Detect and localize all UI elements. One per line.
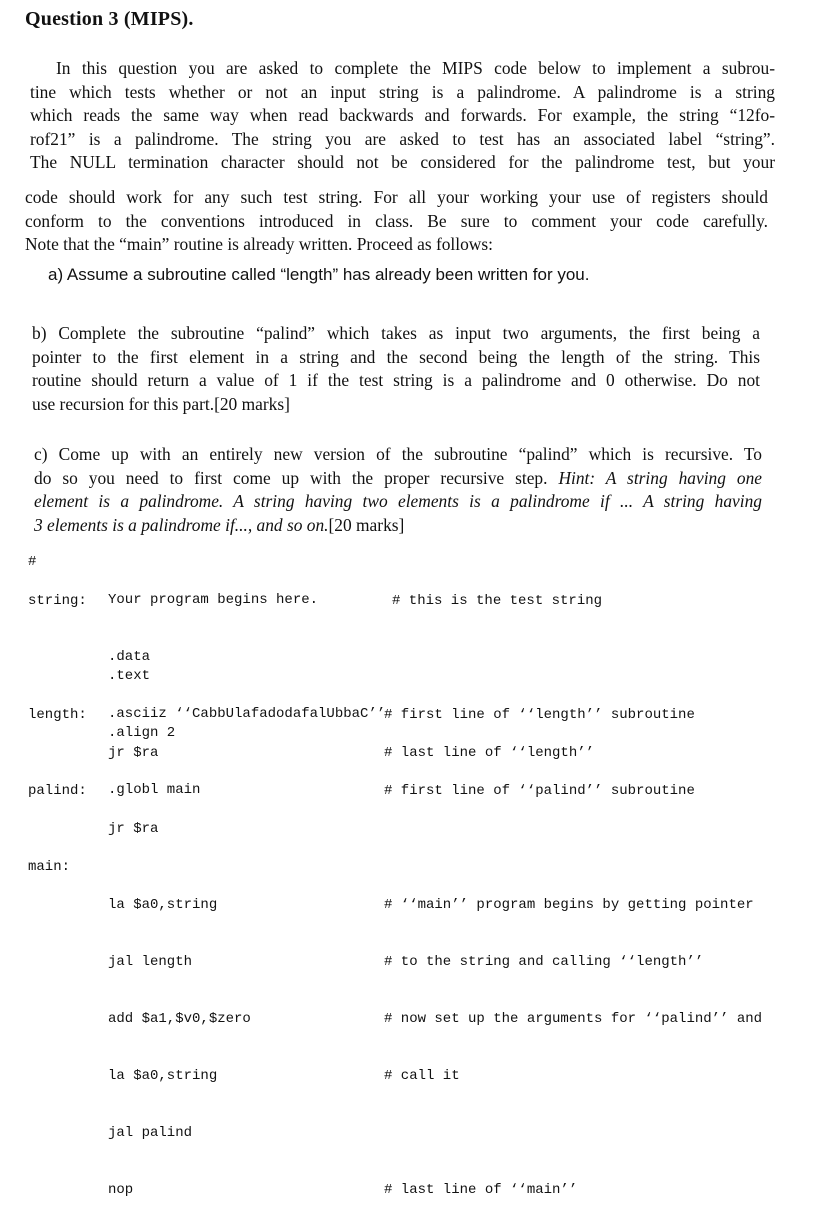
code-directive: .data xyxy=(108,649,151,665)
part-c-line xyxy=(34,467,762,491)
code-directive: .globl main xyxy=(108,782,201,798)
part-c-line: c) Come up with an entirely new version of the subroutine “palind” which is recursive. To xyxy=(34,444,762,464)
code-label: length: xyxy=(28,707,87,723)
part-b-line: use recursion for this part.[20 marks] xyxy=(32,393,290,414)
code-comment: # to the string and calling ‘‘length’’ xyxy=(384,954,704,970)
intro-line: In this question you are asked to complete the MIPS code below to implement a subrou- xyxy=(56,58,775,78)
code-comment: # last line of ‘‘main’’ xyxy=(384,1182,578,1198)
intro-line: which reads the same way when read backwards and forwards. For example, the string “12fo- xyxy=(30,105,775,125)
part-c-marks: [20 marks] xyxy=(328,514,405,535)
intro-line: tine which tests whether or not an input string is a palindrome. A palindrome is a string xyxy=(30,81,775,102)
part-b-line: b) Complete the subroutine “palind” which takes as input two arguments, the first being a xyxy=(32,323,760,343)
code-comment xyxy=(384,1124,762,1143)
code-directive: .text xyxy=(108,668,151,684)
part-a-text: a) Assume a subroutine called “length” has already been written for you. xyxy=(48,265,590,284)
code-comment: Your program begins here. xyxy=(108,592,319,608)
question-title: Question 3 (MIPS). xyxy=(25,8,194,30)
code-comment: # call it xyxy=(384,1068,460,1084)
code-comment: # this is the test string xyxy=(392,593,603,609)
code-label: main: xyxy=(28,859,71,875)
code-instruction: la $a0,string xyxy=(108,897,218,913)
code-comment: # ‘‘main’’ program begins by getting pointer xyxy=(384,897,754,913)
part-c-paragraph xyxy=(34,443,762,537)
intro-line: The NULL termination character should not be considered for the palindrome test, but your xyxy=(30,152,775,172)
code-instruction: jal palind xyxy=(108,1125,193,1141)
intro-paragraph xyxy=(30,57,775,175)
code-comment: # last line of ‘‘length’’ xyxy=(384,745,595,761)
code-instruction: nop xyxy=(108,1182,134,1198)
code-comment: # now set up the arguments for ‘‘palind’’ and xyxy=(384,1011,763,1027)
code-label: string: xyxy=(28,593,87,609)
code-instruction: .asciiz ‘‘CabbUlafadodafalUbbaC’’ xyxy=(108,706,386,722)
code-instruction: jr $ra xyxy=(108,745,159,761)
code-instruction: jal length xyxy=(108,954,193,970)
part-c-text: do so you need to first come up with the proper recursive step. xyxy=(34,467,559,488)
intro-continuation xyxy=(25,186,768,257)
code-block-text xyxy=(108,629,200,819)
part-c-line: element is a palindrome. A string having two elements is a palindrome if ... A string having xyxy=(34,491,762,511)
part-c-hint: 3 elements is a palindrome if..., and so on. xyxy=(34,514,329,535)
part-b-line: pointer to the first element in a string and the second being the length of the string. This xyxy=(32,346,760,367)
code-label: palind: xyxy=(28,783,87,799)
intro-line: Note that the “main” routine is already written. Proceed as follows: xyxy=(25,234,493,254)
intro-line: conform to the conventions introduced in class. Be sure to comment your code carefully. xyxy=(25,210,768,231)
code-instruction: la $a0,string xyxy=(108,1068,218,1084)
code-comment: # first line of ‘‘palind’’ subroutine xyxy=(384,783,695,799)
code-block-main-comments xyxy=(384,858,762,1219)
intro-line: code should work for any such test string. For all your working your use of registers should xyxy=(25,187,768,207)
code-directive: .align 2 xyxy=(108,725,176,741)
code-comment: # first line of ‘‘length’’ subroutine xyxy=(384,707,695,723)
part-c-hint: Hint: A string having one xyxy=(558,467,762,488)
code-label: # xyxy=(28,554,37,570)
intro-line: rof21” is a palindrome. The string you are asked to test has an associated label “string”. xyxy=(30,128,775,149)
code-instruction: add $a1,$v0,$zero xyxy=(108,1011,251,1027)
part-c-line xyxy=(34,514,762,538)
code-block-main xyxy=(108,858,251,1219)
part-b-paragraph xyxy=(32,322,760,416)
code-instruction: jr $ra xyxy=(108,821,159,837)
part-b-line: routine should return a value of 1 if the test string is a palindrome and 0 otherwise. Do not xyxy=(32,370,760,390)
